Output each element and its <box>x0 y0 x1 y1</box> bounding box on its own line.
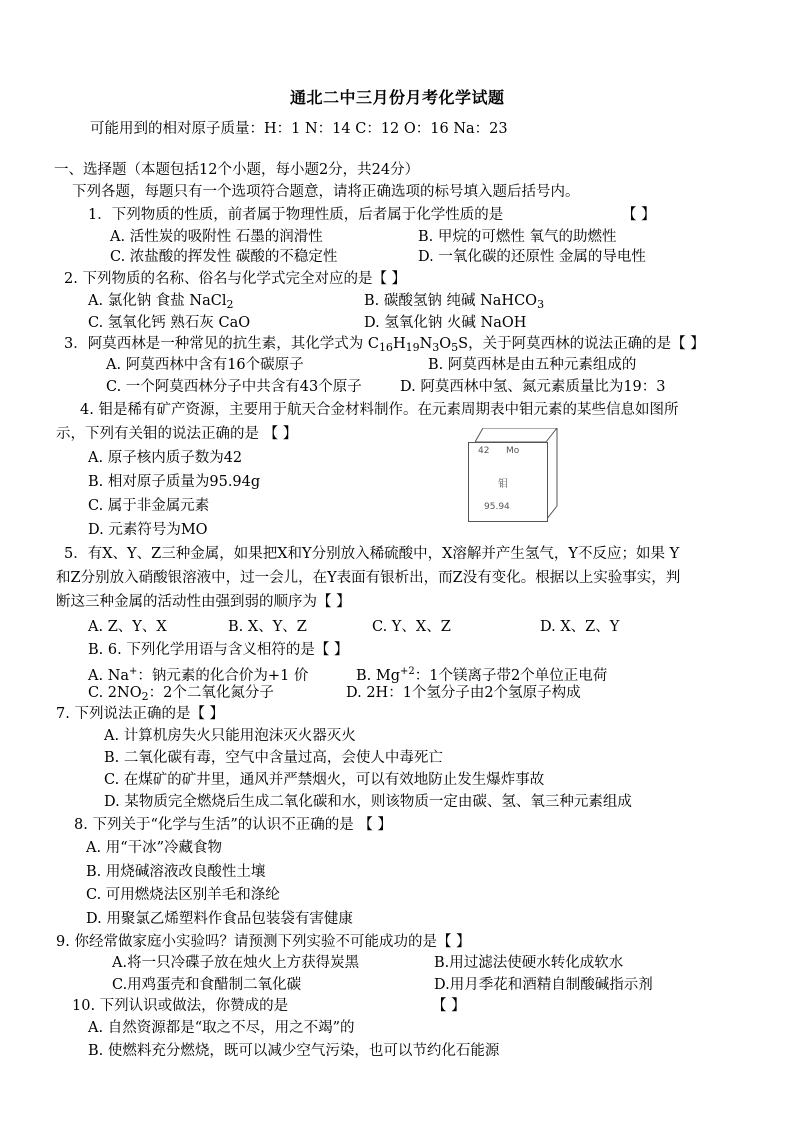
question-1-option-d: D. 一氧化碳的还原性 金属的导电性 <box>418 249 646 265</box>
question-3-option-c: C. 一个阿莫西林分子中共含有43个原子 <box>106 379 362 395</box>
question-4-option-b: B. 相对原子质量为95.94g <box>88 474 261 490</box>
question-9-option-c: C.用鸡蛋壳和食醋制二氧化碳 <box>112 977 302 993</box>
question-4-option-d: D. 元素符号为MO <box>88 522 208 538</box>
question-2-option-a: A. 氯化钠 食盐 NaCl$_2$ <box>88 293 234 311</box>
element-atomic-mass: 95.94 <box>484 502 510 512</box>
question-3-option-b: B. 阿莫西林是由五种元素组成的 <box>428 357 637 373</box>
question-2-option-b: B. 碳酸氢钠 纯碱 NaHCO$_3$ <box>364 293 545 311</box>
section-heading: 一、选择题（本题包括12个小题，每小题2分，共24分） <box>54 162 420 178</box>
question-5-option-b: B. X、Y、Z <box>228 619 307 635</box>
question-1-option-b: B. 甲烷的可燃性 氧气的助燃性 <box>418 229 617 245</box>
question-10-option-b: B. 使燃料充分燃烧，既可以减少空气污染，也可以节约化石能源 <box>88 1043 500 1059</box>
question-6-stem: B. 6. 下列化学用语与含义相符的是【 】 <box>88 642 349 658</box>
question-7-option-a: A. 计算机房失火只能用泡沫灭火器灭火 <box>104 728 356 744</box>
section-instruction: 下列各题，每题只有一个选项符合题意，请将正确选项的标号填入题后括号内。 <box>72 184 580 200</box>
question-9-option-d: D.用月季花和酒精自制酸碱指示剂 <box>434 977 653 993</box>
question-3-stem: 3．阿莫西林是一种常见的抗生素，其化学式为 $C_{16}H_{19}N_3O_5S$，关于阿莫西林的说法正确的是【 】 <box>64 336 705 354</box>
question-2-option-c: C. 氢氧化钙 熟石灰 CaO <box>88 315 251 331</box>
question-10-option-a: A. 自然资源都是“取之不尽，用之不竭”的 <box>88 1020 355 1036</box>
question-5-stem-line-3: 断这三种金属的活动性由强到弱的顺序为【 】 <box>56 594 351 610</box>
question-1-stem: 1．下列物质的性质，前者属于物理性质，后者属于化学性质的是 <box>88 207 504 223</box>
question-8-option-b: B. 用烧碱溶液改良酸性土壤 <box>86 864 266 880</box>
question-8-option-c: C. 可用燃烧法区别羊毛和涤纶 <box>86 887 280 903</box>
question-10-stem: 10. 下列认识或做法，你赞成的是 <box>72 998 289 1014</box>
question-2-stem: 2. 下列物质的名称、俗名与化学式完全对应的是【 】 <box>64 271 407 287</box>
question-3-option-d: D. 阿莫西林中氢、氮元素质量比为19：3 <box>400 379 666 395</box>
question-5-option-d: D. X、Z、Y <box>540 619 620 635</box>
answer-bracket-10: 【 】 <box>432 998 466 1014</box>
question-6-option-a: A. Na+：钠元素的化合价为+1 价 <box>88 666 309 684</box>
element-name: 钼 <box>498 479 508 490</box>
question-4-option-a: A. 原子核内质子数为42 <box>88 450 243 466</box>
question-5-stem-line-1: 5．有X、Y、Z三种金属，如果把X和Y分别放入稀硫酸中，X溶解并产生氢气，Y不反应；如果 Y <box>64 546 680 562</box>
question-6-option-d: D. 2H：1个氢分子由2个氢原子构成 <box>346 685 581 701</box>
question-9-option-b: B.用过滤法使硬水转化成软水 <box>434 955 624 971</box>
question-3-option-a: A. 阿莫西林中含有16个碳原子 <box>106 357 304 373</box>
question-8-option-d: D. 用聚氯乙烯塑料作食品包装袋有害健康 <box>86 911 353 927</box>
question-7-option-c: C. 在煤矿的矿井里，通风并严禁烟火，可以有效地防止发生爆炸事故 <box>104 772 545 788</box>
question-7-option-b: B. 二氧化碳有毒，空气中含量过高，会使人中毒死亡 <box>104 750 443 766</box>
question-4-option-c: C. 属于非金属元素 <box>88 498 210 514</box>
element-atomic-number: 42 <box>478 446 490 456</box>
question-9-stem: 9. 你经常做家庭小实验吗？请预测下列实验不可能成功的是【 】 <box>56 934 471 950</box>
question-5-option-a: A. Z、Y、X <box>88 619 167 635</box>
question-4-stem-line-2: 示，下列有关钼的说法正确的是 【 】 <box>56 426 298 442</box>
answer-bracket-1: 【 】 <box>622 207 656 223</box>
element-symbol: Mo <box>506 446 520 456</box>
atomic-masses: 可能用到的相对原子质量：H：1 N：14 C：12 O：16 Na：23 <box>90 121 508 137</box>
question-9-option-a: A.将一只冷碟子放在烛火上方获得炭黑 <box>112 955 360 971</box>
question-5-option-c: C. Y、X、Z <box>372 619 451 635</box>
question-1-option-a: A. 活性炭的吸附性 石墨的润滑性 <box>110 229 323 245</box>
question-8-option-a: A. 用“干冰”冷藏食物 <box>86 840 223 856</box>
question-7-stem: 7. 下列说法正确的是【 】 <box>56 706 225 722</box>
question-4-stem-line-1: 4. 钼是稀有矿产资源，主要用于航天合金材料制作。在元素周期表中钼元素的某些信息如图所 <box>80 402 679 418</box>
question-1-option-c: C. 浓盐酸的挥发性 碳酸的不稳定性 <box>110 249 338 265</box>
question-5-stem-line-2: 和Z分别放入硝酸银溶液中，过一会儿，在Y表面有银析出，而Z没有变化。根据以上实验事实，判 <box>56 570 681 586</box>
question-8-stem: 8. 下列关于“化学与生活”的认识不正确的是 【 】 <box>74 817 392 833</box>
question-6-option-b: B. $Mg^{+2}$：1个镁离子带2个单位正电荷 <box>356 666 608 684</box>
question-6-option-c: C. $2NO_2$：2个二氧化氮分子 <box>88 685 274 703</box>
page-title: 通北二中三月份月考化学试题 <box>290 88 505 107</box>
element-cube-top <box>475 428 557 442</box>
question-2-option-d: D. 氢氧化钠 火碱 NaOH <box>364 315 527 331</box>
question-7-option-d: D. 某物质完全燃烧后生成二氧化碳和水，则该物质一定由碳、氢、氧三种元素组成 <box>104 794 632 810</box>
